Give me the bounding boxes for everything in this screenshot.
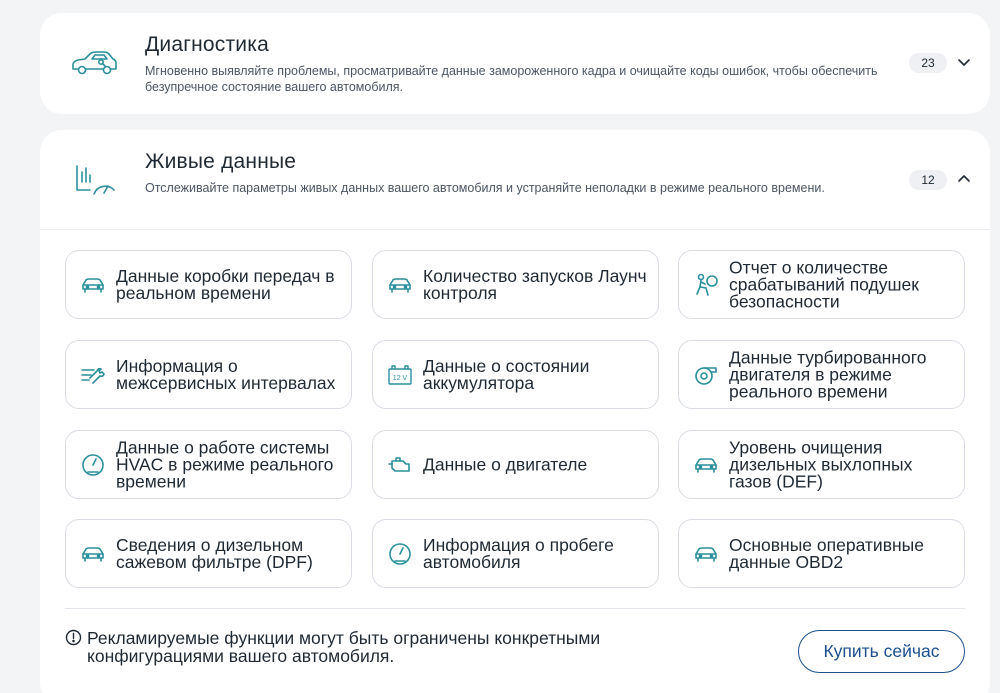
feature-label: Уровень очищения дизельных выхлопных газов (DEF): [729, 437, 913, 491]
wrench-icon: [79, 361, 107, 389]
feature-label: Количество запусков Лаунч контроля: [423, 265, 647, 303]
chevron-down-icon[interactable]: [956, 54, 972, 70]
header-divider: [40, 229, 990, 230]
feature-label: Данные о работе системы HVAC в режиме реального времени: [116, 437, 334, 491]
turbo-icon: [692, 361, 720, 389]
buy-now-button[interactable]: Купить сейчас: [798, 630, 965, 673]
battery-icon: [386, 361, 414, 389]
live-data-description: Отслеживайте параметры живых данных вашего автомобиля и устраняйте неполадки в режиме реального времени.: [145, 181, 825, 195]
gauge-icon: [79, 451, 107, 479]
feature-card-service-intervals[interactable]: [65, 340, 352, 409]
car-icon: [386, 271, 414, 299]
diagnostics-count-badge: 23: [909, 53, 947, 73]
car-icon: [692, 540, 720, 568]
diagnostics-header[interactable]: [40, 13, 990, 113]
feature-card-battery-status[interactable]: [372, 340, 659, 409]
feature-card-mileage[interactable]: [372, 519, 659, 588]
battery-voltage-label: 12 V: [392, 375, 408, 382]
airbag-icon: [692, 271, 720, 299]
feature-card-airbag-report[interactable]: [678, 250, 965, 319]
live-data-gauge-icon: [70, 160, 118, 200]
info-icon: [65, 629, 82, 646]
feature-label: Сведения о дизельном сажевом фильтре (DPF): [116, 534, 313, 572]
car-icon: [79, 540, 107, 568]
feature-card-obd2-data[interactable]: [678, 519, 965, 588]
feature-card-dpf[interactable]: [65, 519, 352, 588]
feature-card-turbo-engine[interactable]: [678, 340, 965, 409]
diagnostics-title: Диагностика: [145, 33, 269, 56]
diagnostics-section[interactable]: [40, 13, 990, 114]
car-icon: [79, 271, 107, 299]
feature-label: Данные коробки передач в реальном времени: [116, 265, 335, 303]
feature-label: Отчет о количестве срабатываний подушек безопасности: [729, 257, 919, 311]
feature-label: Данные турбированного двигателя в режиме реального времени: [729, 347, 927, 401]
feature-card-def-level[interactable]: [678, 430, 965, 499]
feature-label: Основные оперативные данные OBD2: [729, 534, 924, 572]
feature-card-engine-data[interactable]: [372, 430, 659, 499]
diagnostics-description: Мгновенно выявляйте проблемы, просматривайте данные замороженного кадра и очищайте коды ошибок, чтобы обеспечить безупречное состояние вашего автомобиля.: [145, 64, 878, 94]
live-data-title: Живые данные: [145, 150, 297, 173]
feature-card-transmission-data[interactable]: [65, 250, 352, 319]
feature-label: Информация о пробеге автомобиля: [423, 534, 614, 572]
footer-divider: [65, 608, 965, 609]
features-disclaimer: Рекламируемые функции могут быть ограничены конкретными конфигурациями вашего автомобиля.: [87, 628, 601, 666]
feature-card-hvac[interactable]: [65, 430, 352, 499]
gauge-icon: [386, 540, 414, 568]
feature-card-launch-control[interactable]: [372, 250, 659, 319]
feature-label: Информация о межсервисных интервалах: [116, 355, 336, 393]
car-icon: [692, 451, 720, 479]
live-data-section: [40, 130, 990, 693]
live-data-count-badge: 12: [909, 170, 947, 190]
car-diagnostic-icon: [70, 43, 118, 83]
engine-icon: [386, 451, 414, 479]
live-data-header[interactable]: [40, 130, 990, 230]
chevron-up-icon[interactable]: [956, 171, 972, 187]
feature-label: Данные о двигателе: [423, 454, 588, 474]
feature-label: Данные о состоянии аккумулятора: [423, 355, 590, 393]
